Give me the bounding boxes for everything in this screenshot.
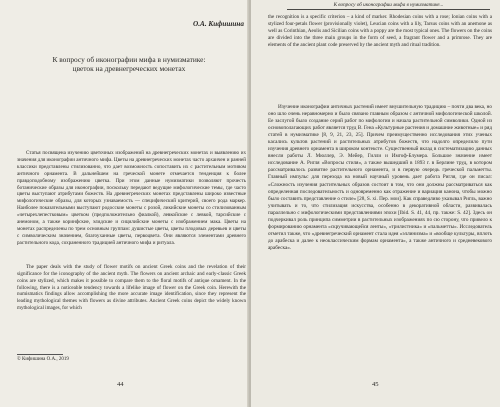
abstract-english-continuation-text: the recognition is a specific criterion – a kind of marker. Rhodesian coins with a rose; Ionian coins with a stylized four-petals flower (provisionally violet), Leucian coins with a lily, Tarsus coins with an anemone as well as Corinthian, Aeolis and Sicilian coins with a poppy are the most typical ones. The flowers on the coins are divided into the three main groups in the form of seed, a fragrant flower and a primrose. They are elements of the ancient plant code preserved by the ancient myth and ritual tradition.	[268, 14, 492, 48]
running-head: К вопросу об иконографии мифа в нумизматике...	[287, 2, 490, 10]
article-title	[16, 55, 242, 74]
abstract-english-text: The paper deals with the study of flower motifs on ancient Greek coins and the revelation of their significance for the iconography of the ancient myth. The flowers on ancient archaic and early-classic Greek coins are stylized, which makes it possible to compare them to the floral motifs of antique ornament. In the following, there is a noticeable tendency towards a lifelike image of flower on the Greek coin. Herewith the numismatics findings allow accomplishing the more accurate image identification, since they represent the leading mythological themes with flowers as divine attributes. Ancient Greek coins depict the widely known mythological images, for which	[17, 264, 246, 312]
left-page	[0, 0, 249, 407]
article-body-paragraph: Изучение иконографии античных растений имеет внушительную традицию – почти два века, но оно шло очень неравномерно и было связано главным образом с античной мифологической школой. Ее заслугой было создание серий работ по мифологии и начала растительной символики. Одной из основополагающих работ является труд В. Гена «Культурные растения и домашние животные» и ряд статей в нумизматике [8, 9, 21, 23, 25]. Причем преимущественно исследования этих ученых касались культов растений и растительных атрибутов божеств, что надолго определило пути изучения древнего орнамента в широком контексте. Существенный вклад в систематизацию данных внесли работы Л. Мюллер, Э. Мейер, Гилли и Имгоф-Блумера. Большое значение имеет исследование А. Ригля «Вопросы стиля», а также вышедший в 1893 г. в Берлине труд, в котором рассматривалось развитие растительного орнамента, и в первую очередь греческой пальметты. Главный импульс для перехода на новый научный уровень дает работа Ригля, где он писал: «Сложность изучения растительных образов состоит в том, что они должны рассматриваться как определенная последовательность и одновременно как отражение и вариация канона, чтобы можно было составить представление о стиле» [28, S. xi. Пер. мои]. Как справедливо указывал Ригль, важно учитывать и то, что стилизация искусства, особенно в декоративной области, развивалась параллельно с мифологическими представлениями эпохи [Ibid. S. 41, 44, пр. также: S. 42]. Здесь он подчеркивал роль принципа симметрии в растительных изображениях по сю сторону, что привело к формированию орнамента «скручивающейся ленты», «трилистника» и «пальметты». Исследователь отметил также, что «древнегреческий орнамент стала идея «эллинизма» и «вообще культуры, вплоть до арабеска и далее к неоклассическим формам орнамента», а также античного и средневекового арабеска».	[268, 104, 492, 251]
copyright-note: © Кифишина О.А., 2019	[17, 357, 69, 362]
article-title-line1: К вопросу об иконографии мифа в нумизматике:	[52, 55, 206, 64]
page-number-right: 45	[372, 381, 379, 388]
abstract-english	[17, 264, 246, 312]
footnote-divider	[17, 354, 63, 355]
abstract-russian	[17, 150, 246, 247]
right-page	[251, 0, 500, 407]
article-body	[268, 104, 492, 252]
author-name: О.А. Кифишина	[193, 20, 244, 28]
abstract-english-continuation	[268, 14, 492, 49]
page-number-left: 44	[117, 381, 124, 388]
article-title-line2: цветок на древнегреческих монетах	[72, 64, 186, 74]
abstract-russian-text: Статья посвящена изучению цветочных изображений на древнегреческих монетах и выявлению их значения для иконографии античного мифа. Цветы на древнегреческих монетах часто архаичен и ранней классики представлены стилизованно, что дает возможность сопоставить их с растительным мотивом античного орнамента. В дальнейшем на греческой монете отмечается тенденция к более правдоподобному изображению цветка. При этом данные нумизматики позволяют прочесть ботанические образы для иконографии, поскольку передают ведущие мифологические темы, где часто цветы выступают атрибутами божеств. На древнегреческих монетах представлены широко известные мифологические образы, для которых узнаваемость — специфический критерий, своего рода маркер. Наиболее показательными выступают родосские монеты с розой, ликийские монеты со стилизованным «четырехлепестковым» цветком (предположительно фиалкой), левкойские с левкой, тарсийские с анемоном, а также коринфские, элидские и сицилийские монеты с изображением мака. Цветы на монетах распределены по трем основным группам: душистые цветы, цветы плодовых деревьев и цветы с символическим значением, благоуханные цветы, первоцвета. Они являются элементами древнего растительного кода, сохраненного традицией античного мифа и ритуала.	[17, 150, 246, 246]
